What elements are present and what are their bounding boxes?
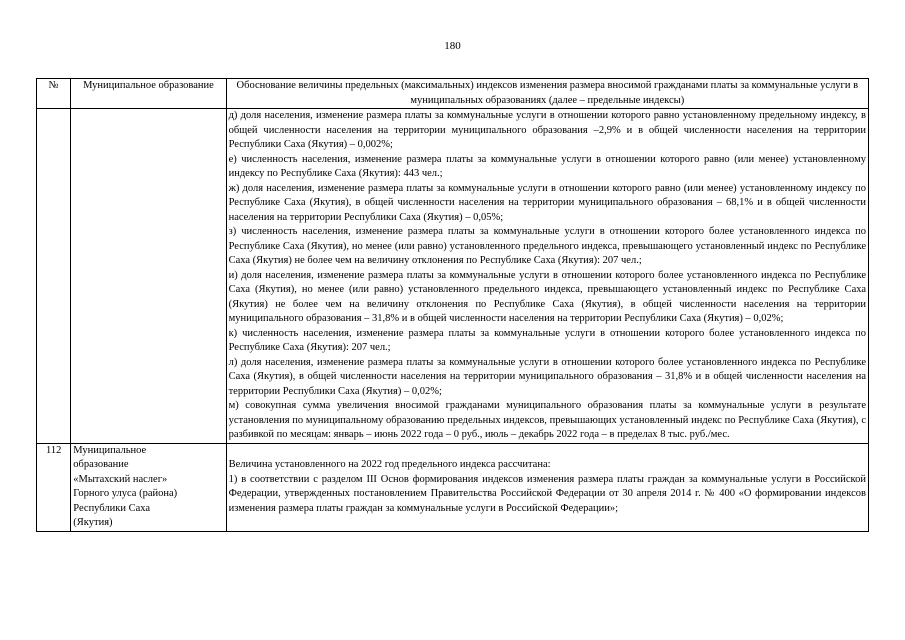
municipality-line: Муниципальное	[73, 444, 147, 456]
header-municipality: Муниципальное образование	[71, 79, 226, 109]
municipality-line: Республики Саха	[73, 502, 151, 514]
cell-municipality-empty	[71, 109, 226, 444]
municipality-line: образование	[73, 459, 129, 470]
municipality-line: (Якутия)	[73, 517, 113, 528]
table-header-row	[37, 79, 869, 109]
header-number: №	[37, 79, 71, 109]
tariff-table	[36, 78, 869, 532]
cell-justification-continuation	[226, 109, 868, 444]
municipality-line: Горного улуса (района)	[73, 488, 178, 499]
table-row-continuation	[37, 109, 869, 444]
paragraph-d: д) доля населения, изменение размера платы за коммунальные услуги в отношении которого равно установленному предельному индексу, в общей численности населения на территории муниципального образования –2,9% и в общей численности населения на территории Республики Саха (Якутия) – 0,002%;	[228, 110, 866, 150]
cell-justification-112	[226, 443, 868, 531]
paragraph-z: з) численность населения, изменение размера платы за коммунальные услуги в отношении которого более установленного индекса по Республике Саха (Якутия), но менее (или равно) установленного предельного индекса, превышающего установленный индекс по Республике Саха (Якутия) не более чем на величину отклонения по Республике Саха (Якутия): 207 чел.;	[228, 226, 866, 266]
table-row-112	[37, 443, 869, 531]
municipality-name	[71, 443, 226, 531]
paragraph-m: м) совокупная сумма увеличения вносимой гражданами муниципального образования платы за коммунальные услуги в результате установления по муниципальному образованию предельных индексов, превышающих установленный индекс по Республике Саха (Якутия), с разбивкой по месяцам: январь – июнь 2022 года – 0 руб., июль – декабрь 2022 года – в пределах 8 тыс. руб./мес.	[228, 400, 866, 440]
cell-number-empty	[37, 109, 71, 444]
paragraph-e: е) численность населения, изменение размера платы за коммунальные услуги в отношении которого равно (или менее) установленному индексу по Республике Саха (Якутия): 443 чел.;	[228, 153, 866, 179]
header-justification: Обоснование величины предельных (максимальных) индексов изменения размера вносимой гражданами платы за коммунальные услуги в муниципальных образованиях (далее – предельные индексы)	[226, 79, 868, 109]
page-number: 180	[444, 40, 461, 52]
row-number: 112	[37, 443, 71, 531]
paragraph-l: л) доля населения, изменение размера платы за коммунальные услуги в отношении которого более установленного индекса по Республике Саха (Якутия), в общей численности населения на территории муниципального образования – 31,8% и в общей численности населения на территории Республики Саха (Якутия) – 0,02%;	[228, 356, 866, 397]
paragraph-intro: Величина установленного на 2022 год предельного индекса рассчитана:	[228, 459, 551, 470]
municipality-line: «Мытахский наслег»	[73, 473, 168, 485]
paragraph-k: к) численность населения, изменение размера платы за коммунальные услуги в отношении которого более установленного индекса по Республике Саха (Якутия): 207 чел.;	[228, 327, 866, 353]
paragraph-zh: ж) доля населения, изменение размера платы за коммунальные услуги в отношении которого равно (или менее) установленному индексу по Республике Саха (Якутия), в общей численности населения на территории муниципального образования – 68,1% и в общей численности населения на территории Республики Саха (Якутия) – 0,05%;	[228, 182, 866, 223]
paragraph-1: 1) в соответствии с разделом III Основ формирования индексов изменения размера платы граждан за коммунальные услуги в Российской Федерации, утвержденных постановлением Правительства Российской Федерации от 30 апреля 2014 г. № 400 «О формировании индексов изменения размера платы граждан за коммунальные услуги в Российской Федерации»;	[228, 473, 866, 514]
paragraph-i: и) доля населения, изменение размера платы за коммунальные услуги в отношении которого более установленного индекса по Республике Саха (Якутия), но менее (или равно) установленного предельного индекса, превышающего установленный индекс по Республике Саха (Якутия) не более чем на величину отклонения по Республике Саха (Якутия), в общей численности населения на территории муниципального образования – 31,8% и в общей численности населения на территории Республики Саха (Якутия) – 0,02%;	[228, 269, 866, 324]
